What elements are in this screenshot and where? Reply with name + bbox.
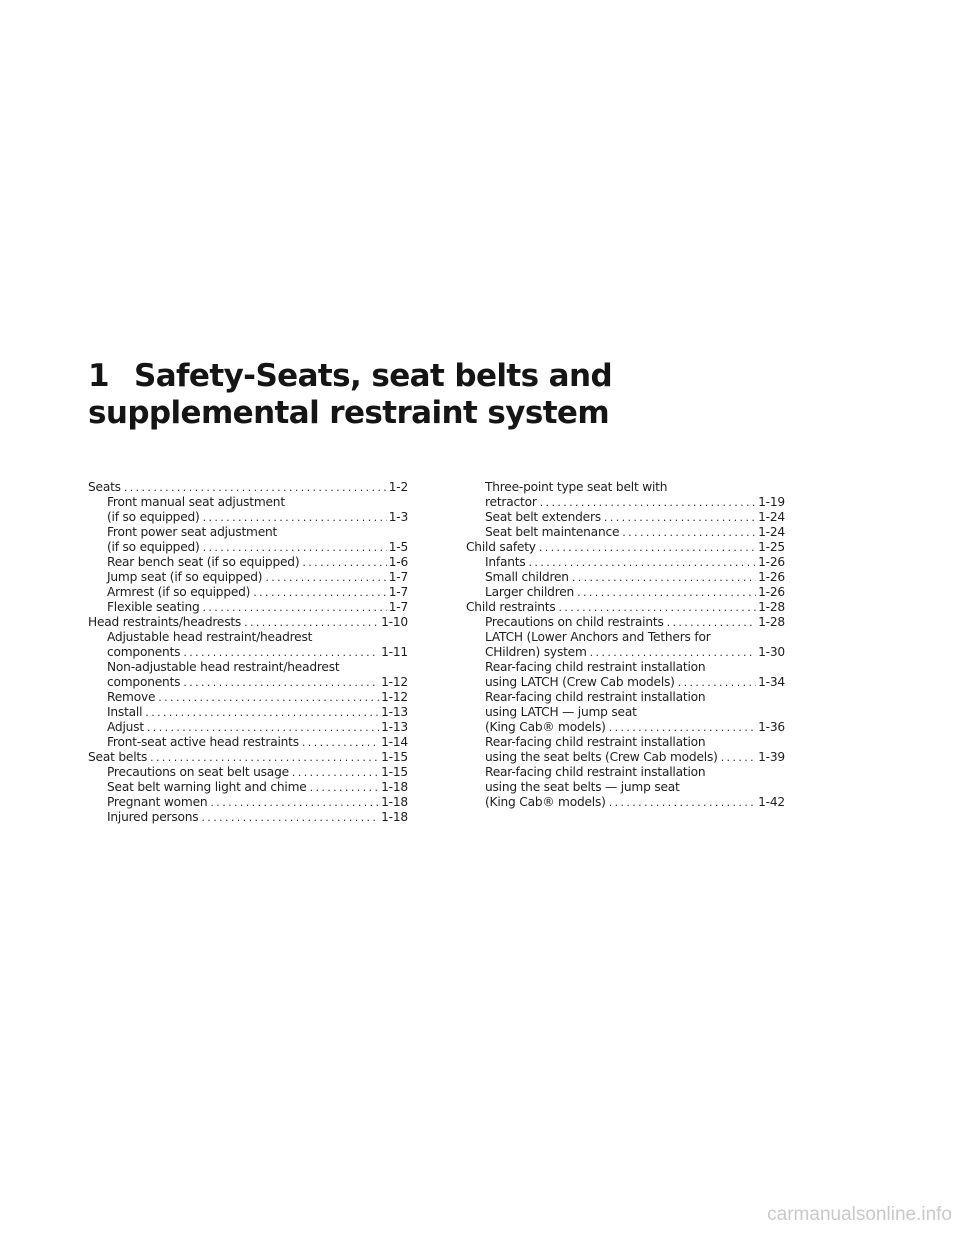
toc-entry-row xyxy=(88,480,408,495)
toc-page-number[interactable]: 1-39 xyxy=(758,750,785,764)
toc-entry-text: Injured persons xyxy=(107,810,199,824)
dot-leader xyxy=(310,780,380,795)
toc-entry[interactable] xyxy=(466,555,785,570)
toc-entry-text: Install xyxy=(107,705,143,719)
toc-entry-text: using LATCH (Crew Cab models) xyxy=(485,675,675,689)
toc-page-number[interactable]: 1-7 xyxy=(388,570,408,584)
toc-page-number[interactable]: 1-24 xyxy=(758,510,785,524)
toc-entry-row xyxy=(107,795,408,810)
toc-entry-row xyxy=(107,690,408,705)
toc-entry-text: (if so equipped) xyxy=(107,540,200,554)
toc-entry-text: Front manual seat adjustment xyxy=(107,495,285,509)
toc-entry[interactable] xyxy=(466,765,785,810)
dot-leader xyxy=(540,495,756,510)
dot-leader xyxy=(609,795,756,810)
toc-entry-text: Adjustable head restraint/headrest xyxy=(107,630,313,644)
dot-leader xyxy=(678,675,756,690)
chapter-title-text-1: Safety-Seats, seat belts and xyxy=(134,358,613,394)
toc-entry-text: components xyxy=(107,645,181,659)
toc-entry-text: Small children xyxy=(485,570,569,584)
dot-leader xyxy=(253,585,386,600)
toc-entry-row xyxy=(485,675,785,690)
toc-entry[interactable] xyxy=(88,750,408,765)
toc-page-number[interactable]: 1-2 xyxy=(388,480,408,494)
toc-entry[interactable] xyxy=(88,795,408,810)
dot-leader xyxy=(203,510,387,525)
toc-entry[interactable] xyxy=(88,810,408,825)
toc-page-number[interactable]: 1-24 xyxy=(758,525,785,539)
toc-entry[interactable] xyxy=(466,525,785,540)
dot-leader xyxy=(203,600,387,615)
toc-entry-row xyxy=(107,585,408,600)
dot-leader xyxy=(183,645,379,660)
toc-entry[interactable] xyxy=(466,600,785,615)
dot-leader xyxy=(158,690,379,705)
dot-leader xyxy=(667,615,757,630)
toc-entry[interactable] xyxy=(88,735,408,750)
dot-leader xyxy=(201,810,379,825)
toc-entry-text: Seats xyxy=(88,480,121,494)
toc-entry[interactable] xyxy=(466,585,785,600)
toc-entry[interactable] xyxy=(88,780,408,795)
toc-entry-text: Front-seat active head restraints xyxy=(107,735,299,749)
toc-page-number[interactable]: 1-25 xyxy=(758,540,785,554)
toc-entry[interactable] xyxy=(88,615,408,630)
toc-entry-text: Pregnant women xyxy=(107,795,208,809)
toc-entry[interactable] xyxy=(88,705,408,720)
dot-leader xyxy=(721,750,756,765)
toc-entry-text: Seat belts xyxy=(88,750,148,764)
toc-page-number[interactable]: 1-18 xyxy=(381,810,408,824)
toc-entry-row xyxy=(107,600,408,615)
dot-leader xyxy=(150,750,379,765)
toc-entry-text: Rear-facing child restraint installation xyxy=(485,690,706,704)
toc-entry-row xyxy=(485,570,785,585)
toc-left-column xyxy=(88,480,408,825)
toc-page-number[interactable]: 1-7 xyxy=(388,600,408,614)
toc-page-number[interactable]: 1-28 xyxy=(758,615,785,629)
toc-page-number[interactable]: 1-26 xyxy=(758,585,785,599)
toc-entry[interactable] xyxy=(466,660,785,690)
dot-leader xyxy=(622,525,756,540)
toc-page-number[interactable]: 1-42 xyxy=(758,795,785,809)
toc-entry-text: Rear bench seat (if so equipped) xyxy=(107,555,300,569)
toc-entry[interactable] xyxy=(466,735,785,765)
dot-leader xyxy=(183,675,379,690)
toc-right-column xyxy=(466,480,785,810)
toc-entry-row xyxy=(485,795,785,810)
toc-entry-row xyxy=(107,735,408,750)
toc-entry[interactable] xyxy=(466,480,785,510)
toc-entry-text: Infants xyxy=(485,555,526,569)
toc-entry-text: using LATCH — jump seat xyxy=(485,705,637,719)
toc-entry[interactable] xyxy=(88,495,408,525)
toc-entry-row xyxy=(485,720,785,735)
toc-entry-text: Child restraints xyxy=(466,600,556,614)
toc-entry[interactable] xyxy=(466,615,785,630)
toc-entry[interactable] xyxy=(466,630,785,660)
toc-entry-row xyxy=(88,750,408,765)
toc-entry[interactable] xyxy=(466,690,785,735)
toc-entry-text: Child safety xyxy=(466,540,536,554)
toc-entry[interactable] xyxy=(88,720,408,735)
toc-entry-row xyxy=(107,810,408,825)
toc-entry-text: components xyxy=(107,675,181,689)
toc-entry-text: Non-adjustable head restraint/headrest xyxy=(107,660,340,674)
toc-page-number[interactable]: 1-13 xyxy=(381,720,408,734)
toc-page-number[interactable]: 1-26 xyxy=(758,570,785,584)
toc-entry-text: Remove xyxy=(107,690,156,704)
toc-entry[interactable] xyxy=(88,570,408,585)
toc-entry-row xyxy=(107,675,408,690)
toc-entry-text: Precautions on seat belt usage xyxy=(107,765,289,779)
toc-page-number[interactable]: 1-10 xyxy=(381,615,408,629)
toc-entry-row xyxy=(107,540,408,555)
dot-leader xyxy=(124,480,387,495)
toc-entry-text: Rear-facing child restraint installation xyxy=(485,765,706,779)
toc-page-number[interactable]: 1-36 xyxy=(758,720,785,734)
toc-page-number[interactable]: 1-3 xyxy=(388,510,408,524)
toc-entry[interactable] xyxy=(88,555,408,570)
toc-page-number[interactable]: 1-19 xyxy=(758,495,785,509)
dot-leader xyxy=(539,540,756,555)
toc-entry-text: Rear-facing child restraint installation xyxy=(485,735,706,749)
chapter-title-line-1 xyxy=(88,358,908,395)
dot-leader xyxy=(302,555,386,570)
toc-entry-row xyxy=(107,570,408,585)
toc-entry-text: LATCH (Lower Anchors and Tethers for xyxy=(485,630,711,644)
toc-entry-text: Jump seat (if so equipped) xyxy=(107,570,263,584)
toc-entry-text: retractor xyxy=(485,495,537,509)
toc-page-number[interactable]: 1-7 xyxy=(388,585,408,599)
dot-leader xyxy=(265,570,386,585)
toc-page-number[interactable]: 1-13 xyxy=(381,705,408,719)
toc-entry-text: Precautions on child restraints xyxy=(485,615,664,629)
dot-leader xyxy=(147,720,379,735)
toc-entry-row xyxy=(485,555,785,570)
toc-entry-row xyxy=(485,645,785,660)
dot-leader xyxy=(529,555,757,570)
dot-leader xyxy=(559,600,757,615)
toc-entry-text: CHildren) system xyxy=(485,645,587,659)
toc-entry-row xyxy=(107,510,408,525)
chapter-title xyxy=(88,358,908,432)
toc-page-number[interactable]: 1-11 xyxy=(381,645,408,659)
toc-page-number[interactable]: 1-14 xyxy=(381,735,408,749)
toc-page-number[interactable]: 1-18 xyxy=(381,780,408,794)
toc-entry-row xyxy=(485,495,785,510)
toc-entry[interactable] xyxy=(88,660,408,690)
dot-leader xyxy=(609,720,756,735)
toc-entry-text: using the seat belts — jump seat xyxy=(485,780,680,794)
dot-leader xyxy=(302,735,379,750)
chapter-number: 1 xyxy=(88,358,109,394)
toc-entry[interactable] xyxy=(88,690,408,705)
toc-entry-row xyxy=(107,645,408,660)
toc-entry-text: Three-point type seat belt with xyxy=(485,480,668,494)
toc-page-number[interactable]: 1-26 xyxy=(758,555,785,569)
toc-entry-text: Flexible seating xyxy=(107,600,200,614)
dot-leader xyxy=(590,645,756,660)
toc-entry-row xyxy=(107,555,408,570)
toc-entry[interactable] xyxy=(88,525,408,555)
toc-page-number[interactable]: 1-15 xyxy=(381,750,408,764)
dot-leader xyxy=(203,540,387,555)
toc-entry-text: Seat belt maintenance xyxy=(485,525,620,539)
dot-leader xyxy=(572,570,756,585)
toc-entry-row xyxy=(485,525,785,540)
dot-leader xyxy=(210,795,379,810)
watermark: carmanualsonline.info xyxy=(767,1204,952,1225)
toc-entry-row xyxy=(107,765,408,780)
toc-entry-text: (King Cab® models) xyxy=(485,720,606,734)
toc-page-number[interactable]: 1-30 xyxy=(758,645,785,659)
toc-entry[interactable] xyxy=(88,600,408,615)
toc-page-number[interactable]: 1-12 xyxy=(381,690,408,704)
toc-entry[interactable] xyxy=(466,570,785,585)
toc-entry-row xyxy=(88,615,408,630)
toc-entry-text: Head restraints/headrests xyxy=(88,615,242,629)
toc-page-number[interactable]: 1-34 xyxy=(758,675,785,689)
toc-entry-row xyxy=(107,780,408,795)
toc-entry-text: Larger children xyxy=(485,585,575,599)
toc-entry[interactable] xyxy=(88,585,408,600)
toc-entry-text: Front power seat adjustment xyxy=(107,525,278,539)
toc-page-number[interactable]: 1-5 xyxy=(388,540,408,554)
toc-entry[interactable] xyxy=(466,510,785,525)
toc-entry-row xyxy=(466,600,785,615)
dot-leader xyxy=(244,615,379,630)
toc-entry[interactable] xyxy=(88,765,408,780)
toc-entry[interactable] xyxy=(88,480,408,495)
toc-entry-row xyxy=(485,615,785,630)
dot-leader xyxy=(145,705,379,720)
chapter-title-line-2: supplemental restraint system xyxy=(88,395,610,431)
toc-page-number[interactable]: 1-28 xyxy=(758,600,785,614)
toc-entry[interactable] xyxy=(88,630,408,660)
toc-entry-text: using the seat belts (Crew Cab models) xyxy=(485,750,718,764)
toc-entry-text: Adjust xyxy=(107,720,144,734)
toc-entry-text: Armrest (if so equipped) xyxy=(107,585,251,599)
toc-entry-text: (King Cab® models) xyxy=(485,795,606,809)
dot-leader xyxy=(604,510,756,525)
toc-entry-row xyxy=(485,750,785,765)
toc-page-number[interactable]: 1-6 xyxy=(388,555,408,569)
toc-entry-row xyxy=(107,720,408,735)
toc-entry-row xyxy=(485,510,785,525)
toc-page-number[interactable]: 1-18 xyxy=(381,795,408,809)
toc-entry-text: Rear-facing child restraint installation xyxy=(485,660,706,674)
toc-entry-text: (if so equipped) xyxy=(107,510,200,524)
toc-entry[interactable] xyxy=(466,540,785,555)
toc-entry-row xyxy=(466,540,785,555)
toc-entry-row xyxy=(485,585,785,600)
toc-page-number[interactable]: 1-12 xyxy=(381,675,408,689)
toc-entry-text: Seat belt warning light and chime xyxy=(107,780,307,794)
toc-entry-text: Seat belt extenders xyxy=(485,510,601,524)
toc-page-number[interactable]: 1-15 xyxy=(381,765,408,779)
dot-leader xyxy=(577,585,756,600)
dot-leader xyxy=(292,765,379,780)
toc-entry-row xyxy=(107,705,408,720)
